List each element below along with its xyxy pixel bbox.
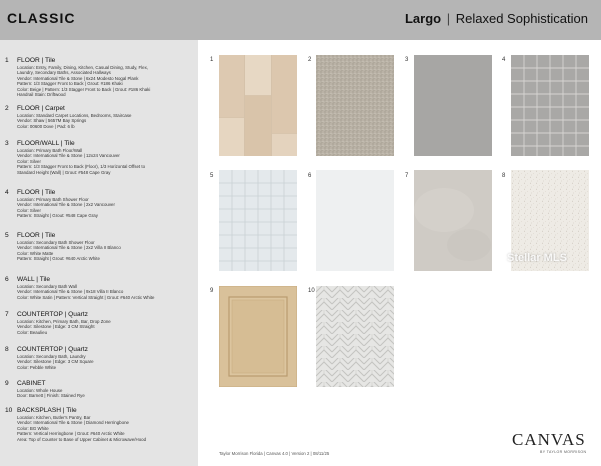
spec-heading — [5, 57, 195, 65]
spec-detail-line: Vendor: Silestone | Edge: 3 CM Straight — [17, 324, 95, 330]
spec-number: 8 — [5, 346, 9, 353]
spec-item — [5, 276, 195, 300]
spec-detail-line: Color: 00600 Dove | Pad: 6 lb — [17, 123, 75, 129]
spec-detail-line: Location: Primary Bath Shower Floor — [17, 197, 89, 202]
spec-item — [5, 232, 195, 262]
carpet-swatch — [316, 55, 394, 156]
title-separator: | — [446, 11, 451, 26]
swatch-number: 3 — [405, 57, 409, 63]
spec-detail-line: Color: BG White — [17, 425, 49, 431]
spec-number: 3 — [5, 140, 9, 147]
spec-detail-line: Laundry, Secondary Baths, Associated Hallways — [17, 70, 111, 76]
spec-panel — [0, 40, 198, 466]
spec-detail-line: Color: Beaulieu — [17, 329, 48, 335]
spec-number: 9 — [5, 380, 9, 387]
spec-item — [5, 346, 195, 370]
swatch-number: 7 — [405, 173, 409, 179]
spec-number: 2 — [5, 105, 9, 112]
spec-detail-line: Color: White Matte — [17, 250, 54, 256]
header-bar — [0, 0, 601, 40]
spec-number: 10 — [5, 407, 13, 414]
spec-title: FLOOR | Tile — [17, 189, 56, 196]
spec-detail-line: Location: Primary Bath Floor/Wall — [17, 148, 83, 153]
spec-title: FLOOR | Tile — [17, 57, 56, 64]
spec-detail-line: Pattern: Straight | Grout: #640 Arctic White — [17, 256, 100, 262]
wall-tile-swatch — [316, 170, 394, 271]
spec-detail-line: Location: Kitchen, Butler's Pantry, Bar — [17, 415, 91, 420]
spec-detail-line: Pattern: 1/3 Stagger Front to Back | Grout: #186 Khaki — [17, 81, 123, 87]
scheme-subtitle: Relaxed Sophistication — [455, 11, 588, 26]
spec-heading — [5, 105, 195, 113]
canvas-logo: CANVAS — [512, 430, 586, 449]
spec-detail-line: Vendor: International Tile & Stone | 2x2 Villa II Blanco — [17, 245, 121, 251]
spec-number: 1 — [5, 57, 9, 64]
spec-item — [5, 57, 195, 97]
spec-item — [5, 380, 195, 399]
spec-detail-line: Location: Whole House — [17, 388, 63, 393]
spec-detail-line: Door: Barnett | Finish: Stained Rye — [17, 393, 85, 399]
scheme-name: Largo — [404, 11, 442, 26]
spec-title: WALL | Tile — [17, 276, 51, 283]
spec-detail-line: Pattern: 1/3 Stagger Front to Back (Floor), 1/3 Horizontal Offset to — [17, 164, 146, 170]
spec-detail-line: Color: White Satin | Pattern: Vertical Straight | Grout: #640 Arctic White — [17, 294, 155, 300]
spec-heading — [5, 346, 195, 354]
swatch-number: 1 — [210, 57, 214, 63]
white-mosaic-swatch — [219, 170, 297, 271]
canvas-logo-subtitle: BY TAYLOR MORRISON — [540, 450, 587, 454]
footer-note: Taylor Morrison Florida | Canvas 4.0 | Version 2 | 08/11/25 — [219, 451, 330, 456]
spec-heading — [5, 407, 195, 415]
spec-detail-line: Handrail Stain: Driftwood — [17, 92, 66, 98]
spec-heading — [5, 189, 195, 197]
plank-tile-swatch — [219, 55, 297, 156]
spec-detail-line: Area: Top of Counter to Base of Upper Cabinet & Microwave/Hood — [17, 436, 147, 442]
spec-detail-line: Location: Secondary Bath Shower Floor — [17, 240, 95, 245]
spec-detail-line: Vendor: International Tile & Stone | 9x18 Villa II Blanco — [17, 289, 124, 295]
mosaic-tile-swatch — [511, 55, 589, 156]
spec-detail-line: Location: Entry, Family, Dining, Kitchen, Casual Dining, Study, Flex, — [17, 65, 149, 70]
spec-number: 7 — [5, 311, 9, 318]
spec-detail-line: Vendor: Silestone | Edge: 3 CM Square — [17, 359, 94, 365]
spec-detail-line: Vendor: International Tile & Stone | Diamond Herringbone — [17, 420, 129, 426]
spec-title: FLOOR | Carpet — [17, 105, 65, 112]
swatch-number: 5 — [210, 173, 214, 179]
swatch-number: 4 — [502, 57, 506, 63]
spec-detail-line: Vendor: International Tile & Stone | 6x24 Modesto Nogal Plank — [17, 75, 139, 81]
watermark-logo: Stellar MLS — [507, 252, 567, 264]
herringbone-swatch — [316, 286, 394, 387]
spec-item — [5, 407, 195, 442]
spec-detail-line: Vendor: International Tile & Stone | 12x24 Vancouver — [17, 153, 120, 159]
spec-item — [5, 140, 195, 175]
spec-detail-line: Color: Silver — [17, 158, 41, 164]
spec-detail-line: Location: Secondary Bath Wall — [17, 284, 77, 289]
spec-item — [5, 105, 195, 129]
spec-heading — [5, 311, 195, 319]
spec-heading — [5, 140, 195, 148]
scheme-title — [405, 11, 588, 26]
spec-detail-line: Vendor: Shaw | 5657M Bay Springs — [17, 118, 87, 124]
spec-title: COUNTERTOP | Quartz — [17, 346, 88, 353]
spec-title: BACKSPLASH | Tile — [17, 407, 77, 414]
spec-title: FLOOR | Tile — [17, 232, 56, 239]
spec-item — [5, 311, 195, 335]
spec-item — [5, 189, 195, 219]
vancouver-tile-swatch — [414, 55, 492, 156]
spec-heading — [5, 380, 195, 388]
collection-name: CLASSIC — [7, 10, 76, 26]
spec-detail-line: Pattern: Vertical Herringbone | Grout: #640 Arctic White — [17, 431, 125, 437]
cabinet-door-swatch — [219, 286, 297, 387]
spec-detail-line: Location: Secondary Bath, Laundry — [17, 354, 86, 359]
spec-detail-line: Color: Pebble White — [17, 364, 57, 370]
spec-number: 4 — [5, 189, 9, 196]
spec-heading — [5, 276, 195, 284]
swatch-number: 2 — [308, 57, 312, 63]
swatch-number: 6 — [308, 173, 312, 179]
quartz-beaulieu-swatch — [414, 170, 492, 271]
spec-detail-line: Vendor: International Tile & Stone | 2x2 Vancouver — [17, 202, 115, 208]
swatch-number: 10 — [308, 288, 315, 294]
spec-number: 6 — [5, 276, 9, 283]
spec-title: FLOOR/WALL | Tile — [17, 140, 75, 147]
spec-number: 5 — [5, 232, 9, 239]
swatch-number: 8 — [502, 173, 506, 179]
spec-heading — [5, 232, 195, 240]
spec-detail-line: Pattern: Straight | Grout: #548 Cape Gray — [17, 213, 98, 219]
spec-detail-line: Color: Beige | Pattern: 1/3 Stagger Front to Back | Grout: #186 Khaki — [17, 86, 151, 92]
spec-detail-line: Color: Silver — [17, 207, 41, 213]
spec-detail-line: Location: Standard Carpet Locations, Bedrooms, Staircase — [17, 113, 132, 118]
spec-detail-line: Standard Height (Wall) | Grout: #548 Cape Gray — [17, 169, 111, 175]
spec-detail-line: Location: Kitchen, Primary Bath, Bar, Drop Zone — [17, 319, 111, 324]
swatch-number: 9 — [210, 288, 214, 294]
spec-title: COUNTERTOP | Quartz — [17, 311, 88, 318]
spec-title: CABINET — [17, 380, 46, 387]
